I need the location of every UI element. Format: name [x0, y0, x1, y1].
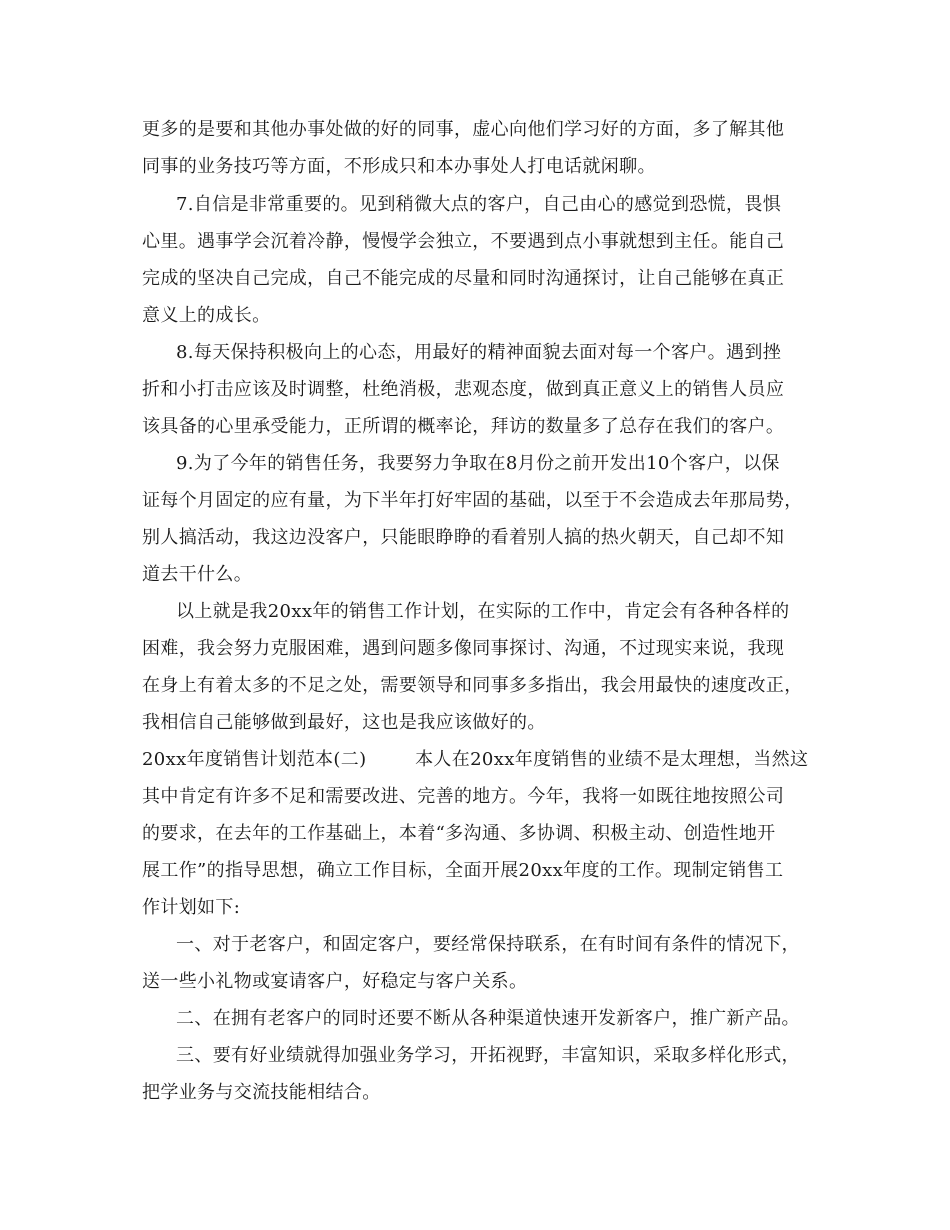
text-line: 困难，我会努力克服困难，遇到问题多像同事探讨、沟通，不过现实来说，我现: [142, 638, 785, 659]
text-line: 把学业务与交流技能相结合。: [142, 1082, 381, 1103]
text-line: 别人搞活动，我这边没客户，只能眼睁睁的看着别人搞的热火朝天，自己却不知: [142, 527, 785, 548]
text-line: 一、对于老客户，和固定客户，要经常保持联系，在有时间有条件的情况下，: [176, 934, 800, 955]
text-line: 9.为了今年的销售任务，我要努力争取在8月份之前开发出10个客户，以保: [176, 453, 780, 474]
text-line: 作计划如下:: [142, 897, 241, 918]
text-line: 道去干什么。: [142, 564, 253, 585]
text-line: 折和小打击应该及时调整，杜绝消极，悲观态度，做到真正意义上的销售人员应: [142, 379, 785, 400]
text-line: 的要求，在去年的工作基础上，本着“多沟通、多协调、积极主动、创造性地开: [142, 823, 776, 844]
text-line: 三、要有好业绩就得加强业务学习，开拓视野，丰富知识，采取多样化形式，: [176, 1045, 800, 1066]
text-line: 8.每天保持积极向上的心态，用最好的精神面貌去面对每一个客户。遇到挫: [176, 342, 782, 363]
text-line: 我相信自己能够做到最好，这也是我应该做好的。: [142, 712, 546, 733]
text-line: 心里。遇事学会沉着冷静，慢慢学会独立，不要遇到点小事就想到主任。能自己: [142, 231, 785, 252]
text-line: 二、在拥有老客户的同时还要不断从各种渠道快速开发新客户，推广新产品。: [176, 1008, 800, 1029]
text-line: 更多的是要和其他办事处做的好的同事，虚心向他们学习好的方面，多了解其他: [142, 119, 785, 140]
text-line: 意义上的成长。: [142, 305, 271, 326]
text-line: 其中肯定有许多不足和需要改进、完善的地方。今年，我将一如既往地按照公司: [142, 786, 785, 807]
text-line: 完成的坚决自己完成，自己不能完成的尽量和同时沟通探讨，让自己能够在真正: [142, 268, 785, 289]
text-line: 该具备的心里承受能力，正所谓的概率论，拜访的数量多了总存在我们的客户。: [142, 416, 785, 437]
text-line: 证每个月固定的应有量，为下半年打好牢固的基础，以至于不会造成去年那局势，: [142, 490, 803, 511]
text-line: 7.自信是非常重要的。见到稍微大点的客户，自己由心的感觉到恐慌，畏惧: [176, 194, 782, 215]
text-line: 送一些小礼物或宴请客户，好稳定与客户关系。: [142, 971, 528, 992]
text-line: 同事的业务技巧等方面，不形成只和本办事处人打电话就闲聊。: [142, 156, 656, 177]
text-line: 以上就是我20xx年的销售工作计划，在实际的工作中，肯定会有各种各样的: [176, 601, 790, 622]
text-line: 展工作”的指导思想，确立工作目标，全面开展20xx年度的工作。现制定销售工: [142, 860, 784, 881]
text-line: 20xx年度销售计划范本(二) 本人在20xx年度销售的业绩不是太理想，当然这: [142, 749, 809, 770]
text-line: 在身上有着太多的不足之处，需要领导和同事多多指出，我会用最快的速度改正，: [142, 675, 803, 696]
